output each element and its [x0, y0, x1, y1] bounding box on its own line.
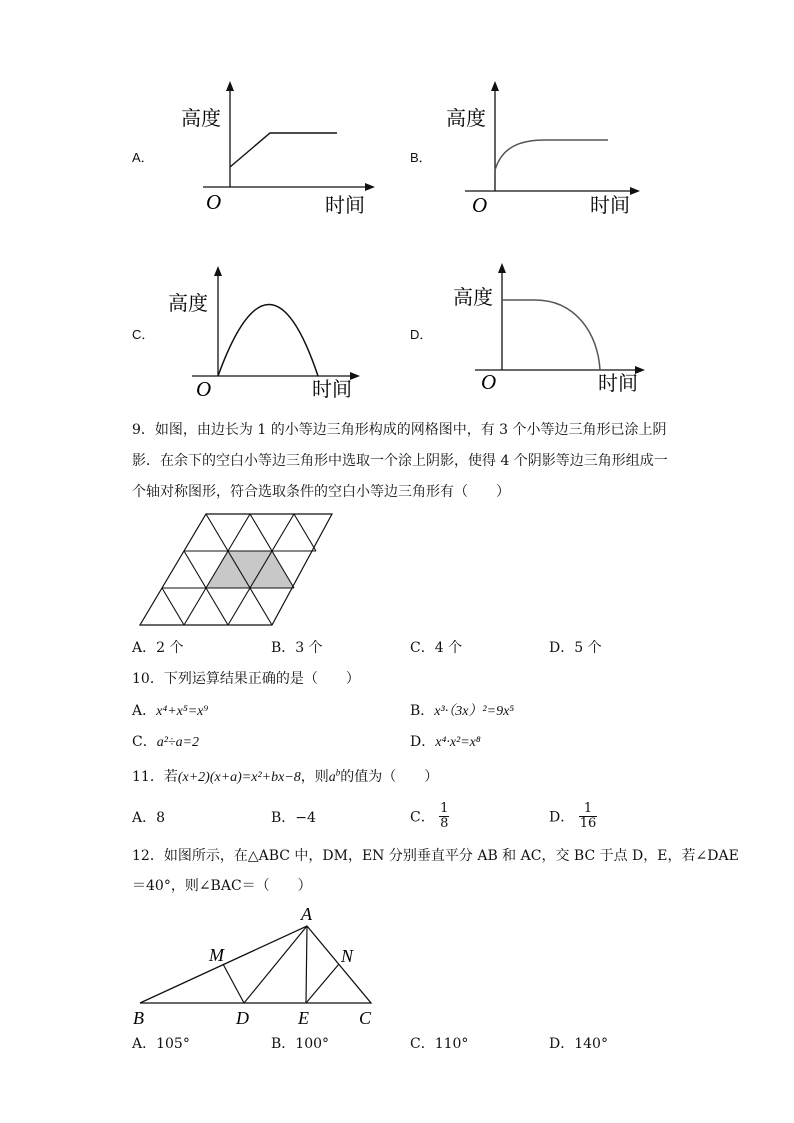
option-d-label: D． — [410, 327, 433, 342]
y-axis-arrow-icon — [214, 266, 222, 276]
graph-b — [440, 75, 650, 220]
y-axis-label: 高度 — [181, 106, 221, 130]
option-letter: D． — [410, 734, 436, 750]
triangle-abc — [140, 926, 371, 1003]
point-b-label: B — [133, 1008, 144, 1028]
x-axis-arrow-icon — [630, 187, 640, 195]
triangle-grid — [132, 510, 342, 630]
x-axis-label: 时间 — [325, 193, 365, 217]
x-axis-label: 时间 — [598, 371, 638, 395]
q10-option-c-expr: a²÷a=2 — [156, 735, 200, 750]
x-axis-label: 时间 — [590, 193, 630, 217]
q10-option-b — [410, 697, 514, 726]
q9-line-3: 个轴对称图形，符合选取条件的空白小等边三角形有（ ） — [132, 484, 510, 500]
option-b-label: B． — [410, 150, 432, 165]
q12-option-a: A．105° — [132, 1036, 190, 1052]
curve-b — [495, 140, 608, 170]
option-letter: A． — [132, 703, 157, 719]
point-n-label: N — [341, 946, 354, 966]
x-axis-arrow-icon — [365, 183, 375, 191]
q10-option-b-expr: x³·（3x）²=9x⁵ — [434, 704, 515, 719]
point-c-label: C — [359, 1008, 372, 1028]
option-c-label: C． — [132, 327, 155, 342]
point-a-label: A — [301, 904, 312, 924]
segment-dm — [223, 964, 244, 1003]
option-letter: D． — [549, 809, 575, 826]
fraction — [579, 802, 598, 831]
q9-option-d: D．5 个 — [549, 640, 602, 656]
origin-label: O — [472, 193, 488, 217]
q9-option-a: A．2 个 — [132, 640, 184, 656]
curve-c — [218, 305, 318, 377]
numerator: 1 — [440, 801, 449, 816]
q11-base: a — [328, 770, 336, 785]
q11-stem — [132, 763, 438, 792]
point-m-label: M — [209, 945, 224, 965]
triangle-abc-figure — [125, 900, 395, 1030]
y-axis-arrow-icon — [498, 263, 506, 273]
q10-stem: 10．下列运算结果正确的是（ ） — [132, 671, 360, 687]
point-e-label: E — [298, 1008, 309, 1028]
graph-a — [170, 75, 380, 220]
numerator: 1 — [579, 802, 598, 817]
y-axis-label: 高度 — [168, 291, 208, 315]
q11-option-c — [410, 802, 449, 831]
q12-option-b: B．100° — [271, 1036, 330, 1052]
option-a-label: A． — [132, 150, 154, 165]
origin-label: O — [196, 377, 212, 401]
segment-ad — [244, 926, 307, 1003]
y-axis-label: 高度 — [453, 285, 493, 309]
q12-line-2: ＝40°，则∠BAC＝（ ） — [132, 878, 312, 894]
graph-c — [160, 258, 370, 403]
q11-option-a: A．8 — [132, 810, 166, 826]
q11-prefix: 11．若 — [132, 769, 178, 785]
q10-option-d-expr: x⁴·x²=x⁸ — [435, 735, 481, 750]
q11-suffix-post: 的值为（ ） — [340, 769, 439, 785]
q12-option-d: D．140° — [549, 1036, 608, 1052]
q11-equation: (x+2)(x+a)=x²+bx−8 — [177, 770, 301, 785]
option-letter: C． — [410, 809, 435, 826]
fraction — [439, 802, 449, 831]
q9-line-1: 9．如图，由边长为 1 的小等边三角形构成的网格图中，有 3 个小等边三角形已涂上阴 — [132, 422, 667, 438]
segment-en — [306, 964, 339, 1003]
denominator: 16 — [579, 816, 597, 831]
q10-option-a-expr: x⁴+x⁵=x⁹ — [156, 704, 209, 719]
q10-option-d — [410, 728, 481, 757]
origin-label: O — [206, 190, 222, 214]
q11-option-b: B．−4 — [271, 810, 316, 826]
y-axis-arrow-icon — [491, 81, 499, 91]
q11-suffix-pre: ，则 — [300, 769, 329, 785]
origin-label: O — [481, 370, 497, 394]
graph-d — [445, 258, 655, 403]
q11-option-d — [549, 802, 597, 831]
q10-option-a — [132, 697, 208, 726]
q9-option-c: C．4 个 — [410, 640, 463, 656]
curve-d — [502, 300, 600, 370]
q12-line-1: 12．如图所示，在△ABC 中，DM，EN 分别垂直平分 AB 和 AC，交 BC 于点 D，E，若∠DAE — [132, 848, 739, 864]
q12-option-c: C．110° — [410, 1036, 469, 1052]
x-axis-label: 时间 — [312, 377, 352, 401]
q9-option-b: B．3 个 — [271, 640, 323, 656]
q11-exponent: b — [335, 767, 341, 778]
segment-ae — [306, 926, 307, 1003]
curve-a — [230, 133, 337, 167]
point-d-label: D — [236, 1008, 249, 1028]
q10-option-c — [132, 728, 199, 757]
option-letter: B． — [410, 703, 435, 719]
y-axis-label: 高度 — [446, 106, 486, 130]
q9-line-2: 影．在余下的空白小等边三角形中选取一个涂上阴影，使得 4 个阴影等边三角形组成一 — [132, 453, 668, 469]
y-axis-arrow-icon — [226, 81, 234, 91]
denominator: 8 — [440, 816, 449, 831]
option-letter: C． — [132, 734, 157, 750]
